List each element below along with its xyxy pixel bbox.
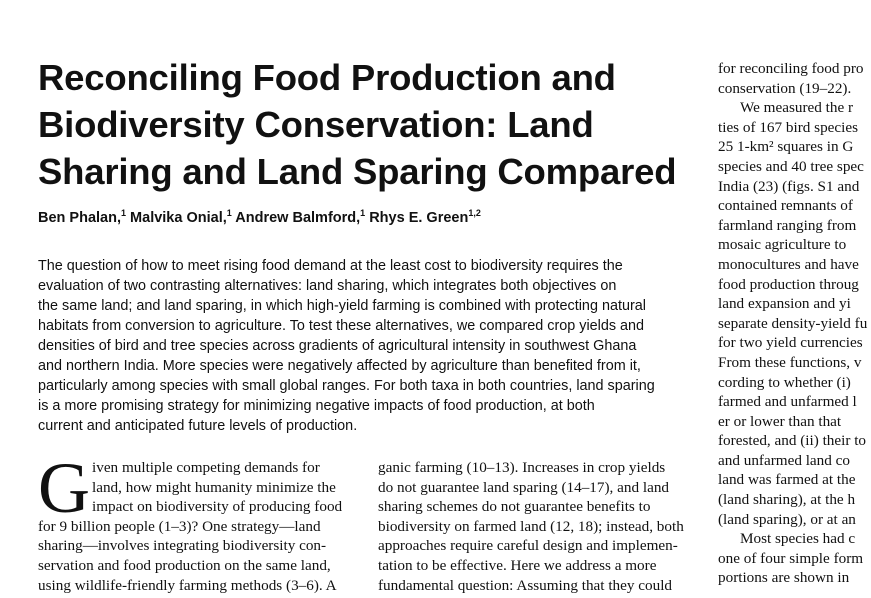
drop-cap: G xyxy=(38,448,90,528)
author-name: Malvika Onial, xyxy=(130,210,227,226)
body-line: India (23) (figs. S1 and xyxy=(718,177,860,195)
body-line: monocultures and have xyxy=(718,255,859,273)
body-line: land was farmed at the xyxy=(718,471,856,489)
body-line: (land sparing), or at an xyxy=(718,510,856,528)
body-column-1 xyxy=(12,458,357,595)
body-line: one of four simple form xyxy=(718,549,864,567)
affiliation-mark: 1 xyxy=(121,208,127,218)
body-line: farmed and unfarmed l xyxy=(718,393,857,411)
body-column-2 xyxy=(378,458,696,595)
body-line: separate density-yield fu xyxy=(718,314,868,332)
abstract-line: The question of how to meet rising food demand at the least cost to biodiversity requires the xyxy=(38,258,623,274)
title-line: Reconciling Food Production and xyxy=(38,57,616,98)
body-line: cording to whether (i) xyxy=(718,373,851,391)
abstract-line: particularly among species with small global ranges. For both taxa in both countries, land sparing xyxy=(38,378,655,394)
affiliation-mark: 1 xyxy=(360,208,366,218)
abstract-line: is a more promising strategy for minimizing negative impacts of food production, at both xyxy=(38,398,595,414)
body-line: for reconciling food pro xyxy=(718,60,864,77)
body-line: ties of 167 bird species xyxy=(718,118,859,136)
body-line: (land sharing), at the h xyxy=(718,491,856,509)
body-line: for 9 billion people (1–3)? One strategy—land xyxy=(38,517,321,535)
author-name: Ben Phalan, xyxy=(38,210,121,226)
abstract-line: current and anticipated future levels of production. xyxy=(38,418,358,434)
affiliation-mark: 1 xyxy=(226,208,232,218)
body-line: iven multiple competing demands for xyxy=(92,459,320,476)
body-line: 25 1-km² squares in G xyxy=(718,138,854,156)
body-line: er or lower than that xyxy=(718,412,842,430)
body-line: From these functions, v xyxy=(718,353,862,371)
body-line: land, how might humanity minimize the xyxy=(92,478,336,496)
body-line: conservation (19–22). xyxy=(718,79,852,97)
author-name: Andrew Balmford, xyxy=(235,210,361,226)
body-line: species and 40 tree spec xyxy=(718,157,864,175)
body-line: land expansion and yi xyxy=(718,295,851,313)
title-line: Biodiversity Conservation: Land xyxy=(38,104,594,145)
body-line: farmland ranging from xyxy=(718,216,857,234)
body-line: do not guarantee land sparing (14–17), and land xyxy=(378,478,670,496)
body-line: ganic farming (10–13). Increases in crop yields xyxy=(378,459,666,476)
abstract-line: densities of bird and tree species across gradients of agricultural intensity in southwest Ghana xyxy=(38,338,637,354)
body-line: tation to be effective. Here we address a more xyxy=(378,556,657,574)
body-column-3 xyxy=(718,59,871,598)
body-line: We measured the r xyxy=(740,99,854,117)
body-line: biodiversity on farmed land (12, 18); instead, both xyxy=(378,517,684,535)
article-title xyxy=(38,54,698,195)
body-line: Most species had c xyxy=(740,530,856,548)
body-line: sharing schemes do not guarantee benefits to xyxy=(378,498,651,516)
body-line: sharing—involves integrating biodiversity con- xyxy=(38,537,327,555)
body-line: food production throug xyxy=(718,275,859,293)
affiliation-mark: 1,2 xyxy=(468,208,481,218)
body-line: contained remnants of xyxy=(718,197,853,215)
body-line: and unfarmed land co xyxy=(718,451,850,469)
author-list xyxy=(38,210,481,226)
body-line: portions are shown in xyxy=(718,569,850,587)
body-line: approaches require careful design and implemen- xyxy=(378,537,678,555)
body-line: forested, and (ii) their to xyxy=(718,432,867,450)
body-line: impact on biodiversity of producing food xyxy=(92,498,343,516)
body-line: fundamental question: Assuming that they could xyxy=(378,576,673,594)
body-line: for two yield currencies xyxy=(718,334,863,352)
title-line: Sharing and Land Sparing Compared xyxy=(38,151,677,192)
body-line: mosaic agriculture to xyxy=(718,236,847,254)
abstract-line: the same land; and land sparing, in which high-yield farming is combined with protecting natural xyxy=(38,298,646,314)
body-line: using wildlife-friendly farming methods (3–6). A xyxy=(38,576,337,594)
abstract-line: and northern India. More species were negatively affected by agriculture than benefited from it, xyxy=(38,358,641,374)
body-line: servation and food production on the same land, xyxy=(38,556,331,574)
abstract xyxy=(38,256,698,436)
abstract-line: habitats from conversion to agriculture. To test these alternatives, we compared crop yields and xyxy=(38,318,645,334)
author-name: Rhys E. Green xyxy=(369,210,469,226)
abstract-line: evaluation of two contrasting alternatives: land sharing, which integrates both objectives on xyxy=(38,278,617,294)
